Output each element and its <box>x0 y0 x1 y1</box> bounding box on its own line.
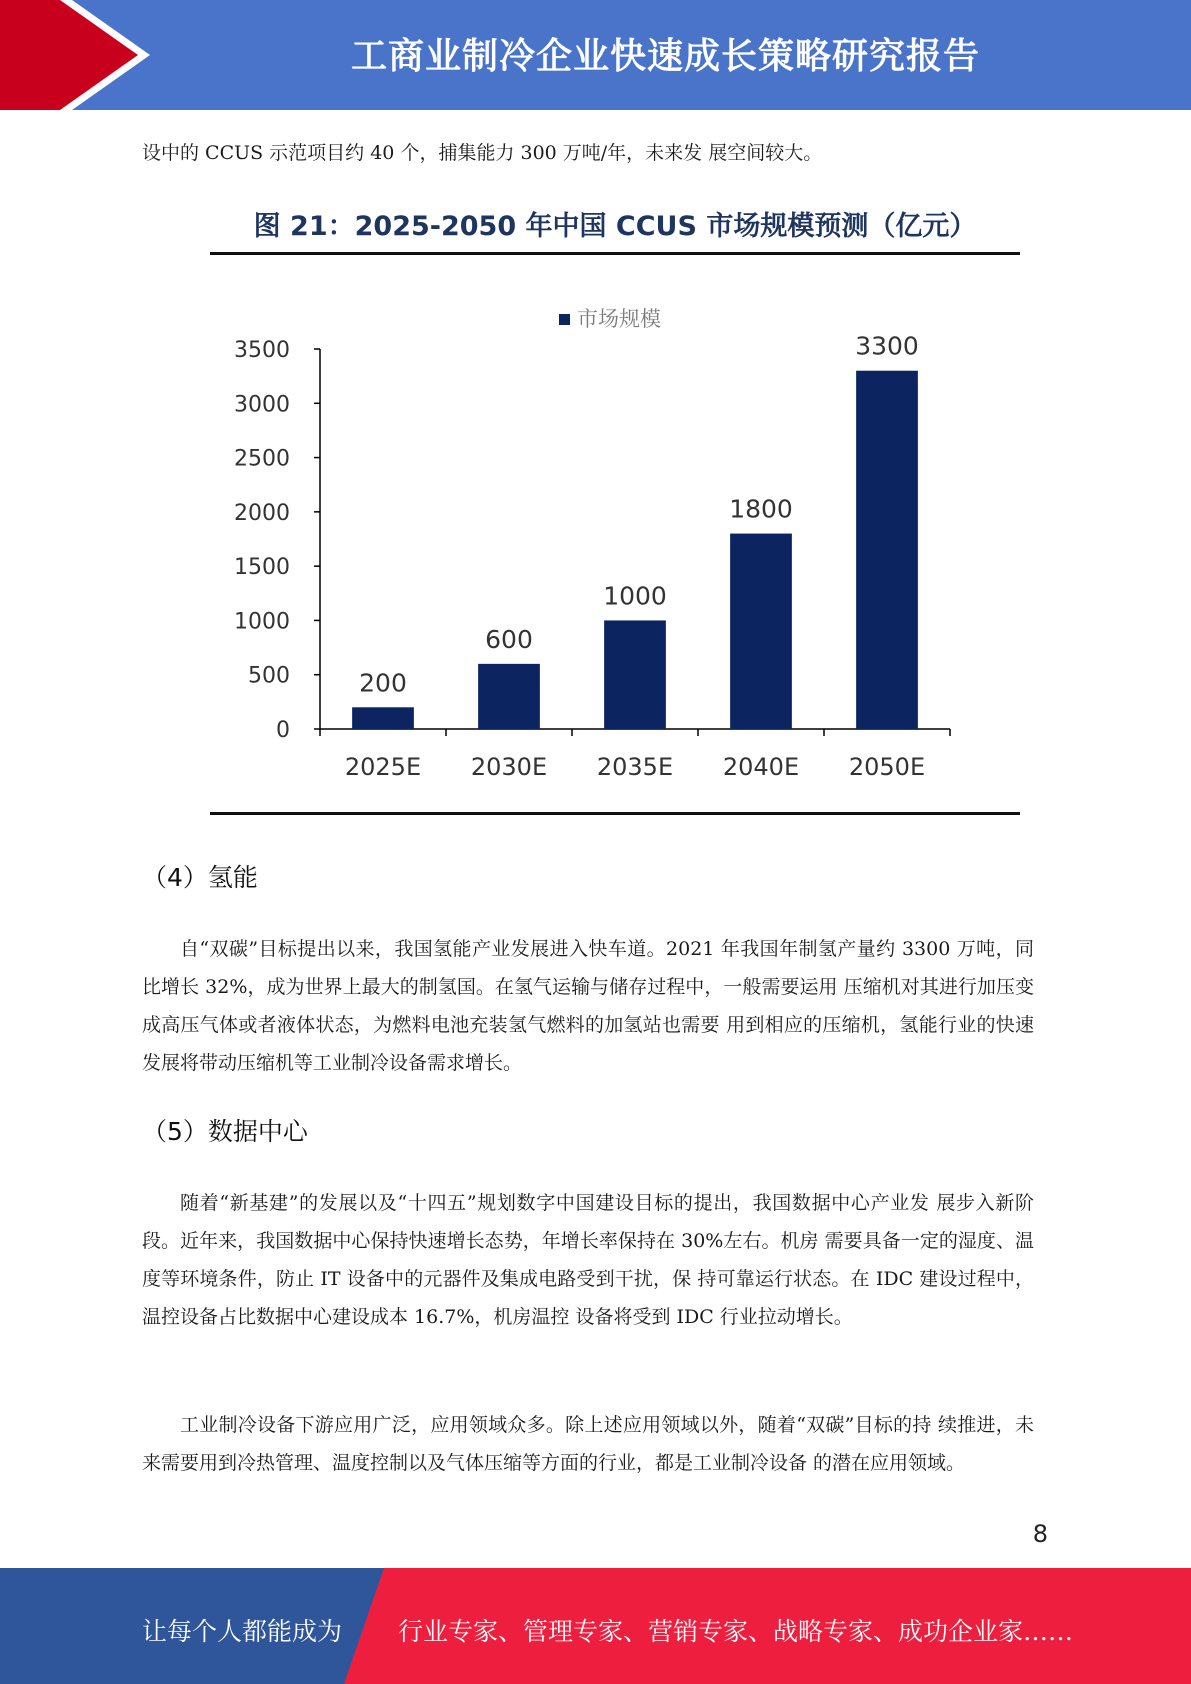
footer-slogan-right: 行业专家、管理专家、营销专家、战略专家、成功企业家…… <box>398 1617 1074 1646</box>
bar-data-label: 1000 <box>603 581 667 611</box>
x-tick-label: 2025E <box>344 753 422 781</box>
bars <box>352 332 919 729</box>
legend-swatch <box>559 314 570 325</box>
y-axis <box>234 338 320 743</box>
bar-data-label: 200 <box>359 668 407 698</box>
y-tick-label: 500 <box>248 663 290 689</box>
bar <box>730 534 792 729</box>
y-tick-label: 3000 <box>234 392 290 418</box>
bar-chart <box>210 256 1020 812</box>
x-tick-label: 2035E <box>596 753 674 781</box>
y-tick-label: 1500 <box>234 555 290 581</box>
x-tick-label: 2050E <box>848 753 926 781</box>
datacenter-paragraph-1: 随着“新基建”的发展以及“十四五”规划数字中国建设目标的提出，我国数据中心产业发 展步入新阶段。近年来，我国数据中心保持快速增长态势，年增长率保持在 30%左右。机房 需要具备一定的湿度、温度等环境条件，防止 IT 设备中的元器件及集成电路受到干扰，保 持可靠运行状态。在 IDC 建设过程中，温控设备占比数据中心建设成本 16.7%，机房温控 设备将受到 IDC 行业拉动增长。 <box>142 1192 1034 1328</box>
page-footer <box>0 1568 1191 1684</box>
bar <box>352 707 414 729</box>
section-heading-datacenter: （5）数据中心 <box>142 1117 308 1146</box>
report-title: 工商业制冷企业快速成长策略研究报告 <box>350 36 980 77</box>
y-tick-label: 0 <box>276 718 290 743</box>
bar <box>856 371 918 729</box>
page-header <box>0 0 1191 110</box>
y-tick-label: 3500 <box>234 338 290 363</box>
bar-data-label: 1800 <box>729 494 793 524</box>
figure-title: 图 21：2025-2050 年中国 CCUS 市场规模预测（亿元） <box>253 211 977 242</box>
chart-legend <box>559 307 661 331</box>
x-axis <box>320 729 950 781</box>
x-tick-label: 2030E <box>470 753 548 781</box>
figure-bottom-rule <box>210 812 1020 815</box>
datacenter-paragraph-2: 工业制冷设备下游应用广泛，应用领域众多。除上述应用领域以外，随着“双碳”目标的持 续推进，未来需要用到冷热管理、温度控制以及气体压缩等方面的行业，都是工业制冷设备 的潜在应用领域。 <box>142 1414 1034 1474</box>
legend-label: 市场规模 <box>577 307 661 331</box>
header-chevron-decoration <box>0 0 160 110</box>
hydrogen-paragraph: 自“双碳”目标提出以来，我国氢能产业发展进入快车道。2021 年我国年制氢产量约 3300 万吨，同比增长 32%，成为世界上最大的制氢国。在氢气运输与储存过程中，一般需要运用 压缩机对其进行加压变成高压气体或者液体状态，为燃料电池充装氢气燃料的加氢站也需要 用到相应的压缩机，氢能行业的快速发展将带动压缩机等工业制冷设备需求增长。 <box>142 938 1034 1074</box>
figure-top-rule <box>210 252 1020 255</box>
footer-slogan-left: 让每个人都能成为 <box>142 1617 343 1646</box>
page-number: 8 <box>1032 1520 1048 1548</box>
bar-data-label: 600 <box>485 624 533 654</box>
bar <box>478 664 540 729</box>
bar-data-label: 3300 <box>855 331 919 361</box>
y-tick-label: 2000 <box>234 500 290 526</box>
y-tick-label: 2500 <box>234 446 290 472</box>
bar <box>604 620 666 729</box>
y-tick-label: 1000 <box>234 609 290 635</box>
intro-paragraph: 设中的 CCUS 示范项目约 40 个，捕集能力 300 万吨/年，未来发 展空间较大。 <box>142 142 823 164</box>
section-heading-hydrogen: （4）氢能 <box>142 863 258 892</box>
x-tick-label: 2040E <box>722 753 800 781</box>
